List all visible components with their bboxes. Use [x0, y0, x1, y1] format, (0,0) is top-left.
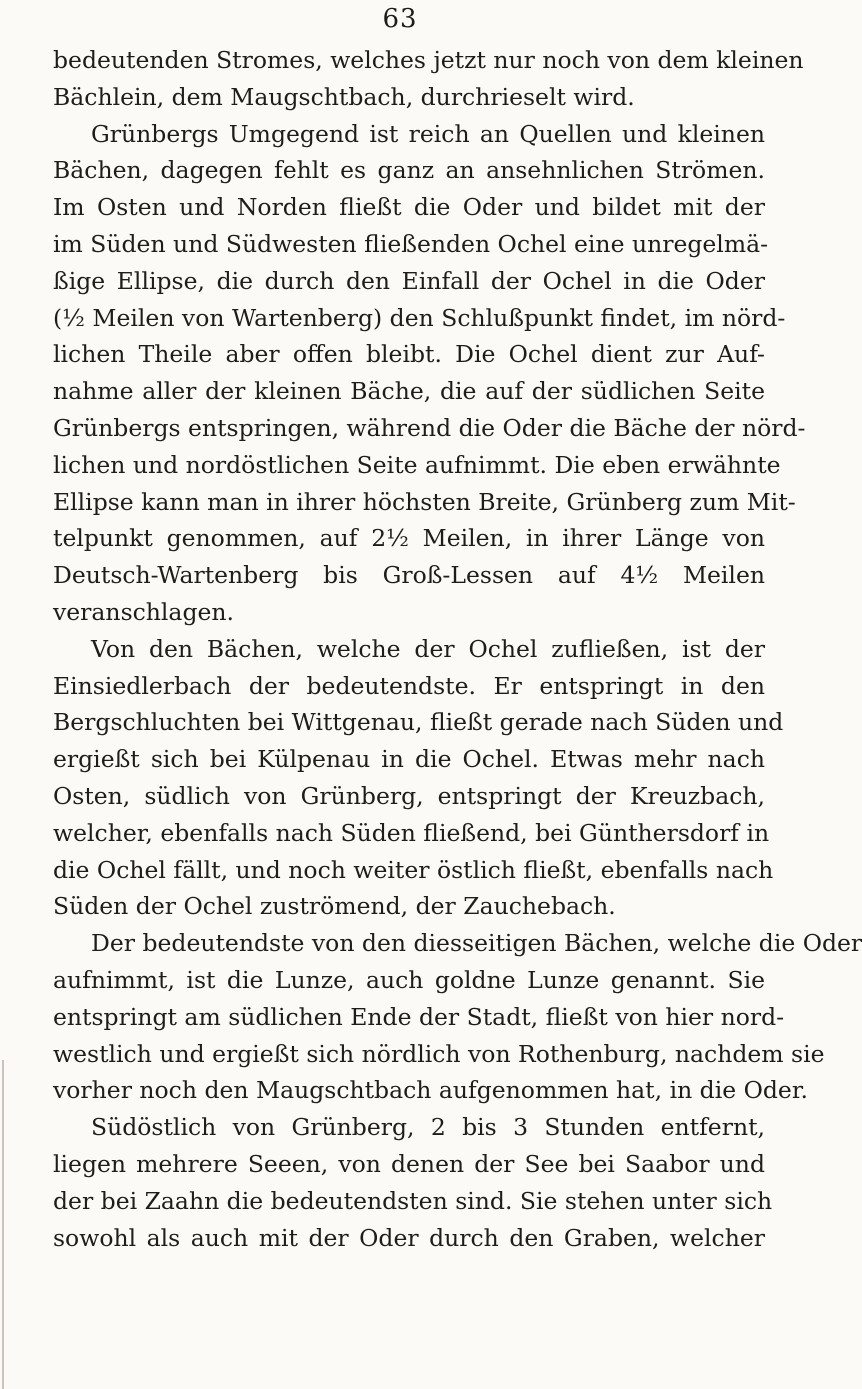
text-line: bedeutenden Stromes, welches jetzt nur noch von dem kleinen — [53, 46, 804, 74]
text-line: Deutsch-Wartenberg bis Groß-Lessen auf 4½ Meilen — [53, 561, 765, 590]
text-line: im Süden und Südwesten fließenden Ochel eine unregelmä- — [53, 229, 769, 258]
text-line: Süden der Ochel zuströmend, der Zauchebach. — [53, 892, 616, 921]
text-line: Ellipse kann man in ihrer höchsten Breite, Grünberg zum Mit- — [53, 487, 796, 516]
text-line: die Ochel fällt, und noch weiter östlich fließt, ebenfalls nach — [53, 855, 774, 884]
text-line: ergießt sich bei Külpenau in die Ochel. Etwas mehr nach — [53, 745, 765, 774]
text-line: (½ Meilen von Wartenberg) den Schlußpunkt findet, im nörd- — [53, 303, 786, 332]
page-number: 63 — [382, 4, 418, 34]
text-line: sowohl als auch mit der Oder durch den Graben, welcher — [53, 1223, 765, 1252]
text-line: welcher, ebenfalls nach Süden fließend, bei Günthersdorf in — [53, 818, 770, 847]
text-line: vorher noch den Maugschtbach aufgenommen hat, in die Oder. — [53, 1076, 808, 1105]
text-line: Osten, südlich von Grünberg, entspringt der Kreuzbach, — [53, 781, 765, 810]
text-line: Grünbergs entspringen, während die Oder die Bäche der nörd- — [53, 413, 806, 442]
text-line: telpunkt genommen, auf 2½ Meilen, in ihrer Länge von — [53, 524, 765, 553]
text-line: Der bedeutendste von den diesseitigen Bächen, welche die Oder — [91, 929, 862, 958]
text-line: ßige Ellipse, die durch den Einfall der Ochel in die Oder — [53, 266, 765, 295]
text-line: Bächen, dagegen fehlt es ganz an ansehnlichen Strömen. — [53, 156, 765, 185]
text-line: Einsiedlerbach der bedeutendste. Er entspringt in den — [53, 671, 765, 700]
text-line: entspringt am südlichen Ende der Stadt, fließt von hier nord- — [53, 1002, 785, 1031]
page-edge-shadow — [2, 1060, 4, 1389]
text-line: Südöstlich von Grünberg, 2 bis 3 Stunden entfernt, — [91, 1113, 765, 1142]
text-line: lichen und nordöstlichen Seite aufnimmt. Die eben erwähnte — [53, 450, 781, 479]
text-line: Grünbergs Umgegend ist reich an Quellen und kleinen — [91, 119, 765, 148]
text-line: aufnimmt, ist die Lunze, auch goldne Lunze genannt. Sie — [53, 965, 765, 994]
text-line: veranschlagen. — [53, 597, 235, 626]
text-line: Bergschluchten bei Wittgenau, fließt gerade nach Süden und — [53, 708, 784, 737]
text-line: liegen mehrere Seeen, von denen der See bei Saabor und — [53, 1149, 765, 1178]
text-line: nahme aller der kleinen Bäche, die auf der südlichen Seite — [53, 377, 765, 406]
text-line: der bei Zaahn die bedeutendsten sind. Sie stehen unter sich — [53, 1186, 773, 1215]
text-line: Bächlein, dem Maugschtbach, durchrieselt wird. — [53, 82, 635, 111]
text-line: Von den Bächen, welche der Ochel zufließen, ist der — [91, 634, 765, 663]
text-line: lichen Theile aber offen bleibt. Die Ochel dient zur Auf- — [53, 340, 765, 369]
text-line: westlich und ergießt sich nördlich von Rothenburg, nachdem sie — [53, 1039, 825, 1068]
body-text — [53, 42, 862, 1256]
text-line: Im Osten und Norden fließt die Oder und bildet mit der — [53, 193, 765, 222]
